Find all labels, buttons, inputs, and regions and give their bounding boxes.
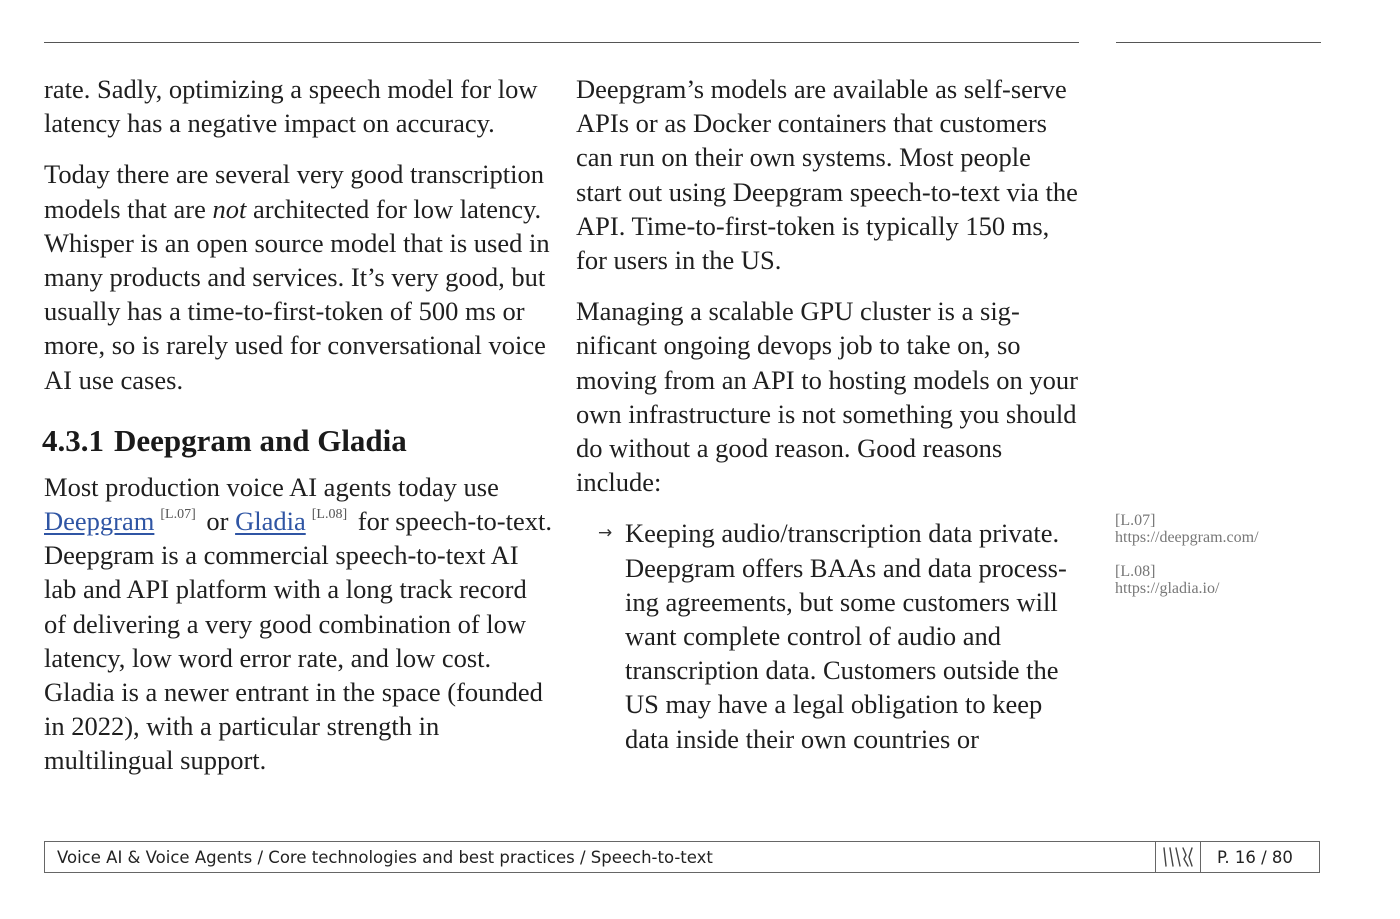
paragraph-transcription-models bbox=[44, 157, 554, 396]
arrow-right-icon: → bbox=[598, 523, 613, 544]
bullet-text: Keeping audio/transcription data private. Deepgram offers BAAs and data processing agreements, but some customers will want complete control of audio and transcription data. Customers outside the US may have a legal obligation to keep data inside their own countries or bbox=[625, 518, 1067, 754]
slashes-logo-icon bbox=[1155, 842, 1201, 872]
left-column bbox=[44, 72, 554, 795]
sidenote-l08 bbox=[1115, 563, 1325, 597]
section-title: Deepgram and Gladia bbox=[114, 422, 407, 458]
text-segment: or bbox=[199, 506, 236, 537]
list-item bbox=[576, 516, 1081, 755]
top-rule-main bbox=[44, 42, 1079, 43]
top-rule-sidebar bbox=[1116, 42, 1321, 43]
middle-column bbox=[576, 72, 1081, 756]
paragraph-latency-tradeoff: rate. Sadly, optimizing a speech model for low latency has a negative impact on accuracy. bbox=[44, 74, 538, 139]
paragraph-gpu-cluster: Managing a scalable GPU cluster is a significant ongoing devops job to take on, so moving from an API to hosting models on your own infrastructure is not something you should do without a good reason. Good reasons include: bbox=[576, 296, 1079, 498]
sidenote-url[interactable]: https://gladia.io/ bbox=[1115, 580, 1220, 597]
gladia-link[interactable]: Gladia bbox=[235, 506, 306, 537]
sidenotes bbox=[1115, 512, 1325, 614]
paragraph-deepgram-gladia bbox=[44, 470, 554, 778]
sidenote-url[interactable]: https://deepgram.com/ bbox=[1115, 529, 1259, 546]
paragraph-deepgram-models: Deepgram’s models are available as self-serve APIs or as Docker containers that customers can run on their own systems. Most people start out using Deepgram speech-to-text via the API. Time-to-first-token is typically 150 ms, for users in the US. bbox=[576, 74, 1078, 276]
footer-bar bbox=[44, 841, 1320, 873]
deepgram-link[interactable]: Deepgram bbox=[44, 506, 155, 537]
text-segment: for speech-to-text. Deepgram is a commercial speech-to-text AI lab and API platform with a long track record of delivering a very good combination of low latency, low word error rate, and low cost. Gladia is a newer entrant in the space (founded in 2022), with a particular strength in multilingual support. bbox=[44, 506, 552, 776]
section-heading bbox=[42, 423, 554, 459]
sidenote-l07 bbox=[1115, 512, 1325, 546]
text-segment: architected for low latency. Whisper is an open source model that is used in many products and services. It’s very good, but usually has a time-to-first-token of 500 ms or more, so is rarely used for conversational voice AI use cases. bbox=[44, 193, 550, 395]
emphasis-not: not bbox=[212, 193, 247, 224]
breadcrumb: Voice AI & Voice Agents / Core technologies and best practices / Speech-to-text bbox=[57, 847, 713, 867]
ref-marker-l07: [L.07] bbox=[160, 507, 196, 523]
ref-marker-l08: [L.08] bbox=[311, 507, 348, 523]
section-number: 4.3.1 bbox=[42, 422, 104, 458]
sidenote-label: [L.07] bbox=[1115, 512, 1156, 529]
sidenote-label: [L.08] bbox=[1115, 563, 1156, 580]
page-number: P. 16 / 80 bbox=[1217, 847, 1293, 867]
text-segment: Today there are several very good transcription models that are bbox=[44, 159, 544, 224]
text-segment: Most production voice AI agents today use bbox=[44, 471, 499, 502]
